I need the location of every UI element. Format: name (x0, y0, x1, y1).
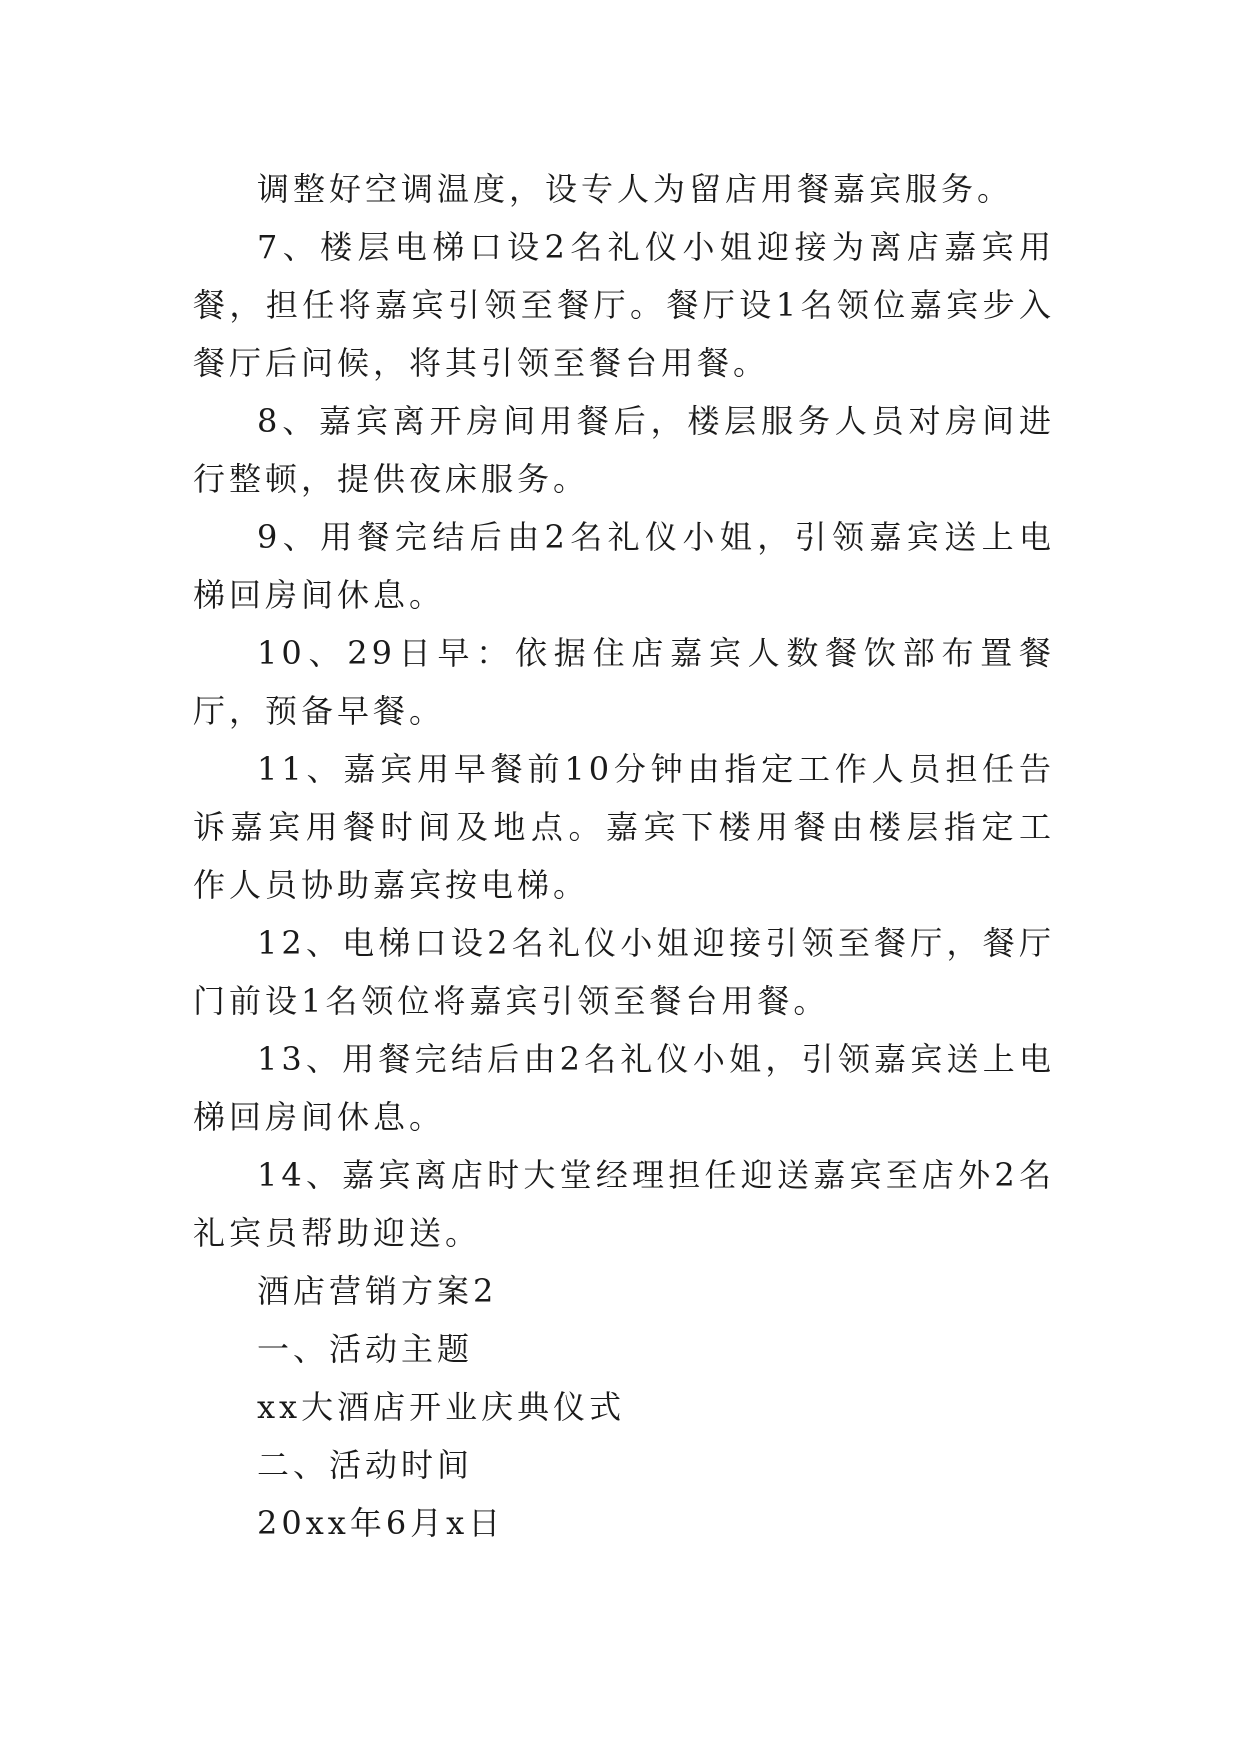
activity-theme-value: xx大酒店开业庆典仪式 (257, 1388, 626, 1426)
paragraph-item-7: 7、楼层电梯口设2名礼仪小姐迎接为离店嘉宾用餐，担任将嘉宾引领至餐厅。餐厅设1名领位嘉宾步入餐厅后问候，将其引领至餐台用餐。 (193, 228, 1055, 382)
heading-activity-theme: 一、活动主题 (257, 1330, 474, 1368)
activity-time-value: 20xx年6月x日 (257, 1504, 505, 1542)
paragraph-item-13: 13、用餐完结后由2名礼仪小姐，引领嘉宾送上电梯回房间休息。 (193, 1040, 1055, 1136)
heading-activity-time: 二、活动时间 (257, 1446, 474, 1484)
paragraph-item-9: 9、用餐完结后由2名礼仪小姐，引领嘉宾送上电梯回房间休息。 (193, 518, 1055, 614)
paragraph-item-12: 12、电梯口设2名礼仪小姐迎接引领至餐厅，餐厅门前设1名领位将嘉宾引领至餐台用餐。 (193, 924, 1055, 1020)
paragraph-item-14: 14、嘉宾离店时大堂经理担任迎送嘉宾至店外2名礼宾员帮助迎送。 (193, 1156, 1055, 1252)
paragraph-item-11: 11、嘉宾用早餐前10分钟由指定工作人员担任告诉嘉宾用餐时间及地点。嘉宾下楼用餐由楼层指定工作人员协助嘉宾按电梯。 (193, 750, 1055, 904)
paragraph-item-10: 10、29日早：依据住店嘉宾人数餐饮部布置餐厅，预备早餐。 (193, 634, 1055, 730)
document-body (193, 160, 1055, 1552)
paragraph-item-8: 8、嘉宾离开房间用餐后，楼层服务人员对房间进行整顿，提供夜床服务。 (193, 402, 1055, 498)
section-title: 酒店营销方案2 (257, 1272, 498, 1310)
paragraph-continued-service: 调整好空调温度，设专人为留店用餐嘉宾服务。 (257, 170, 1014, 208)
